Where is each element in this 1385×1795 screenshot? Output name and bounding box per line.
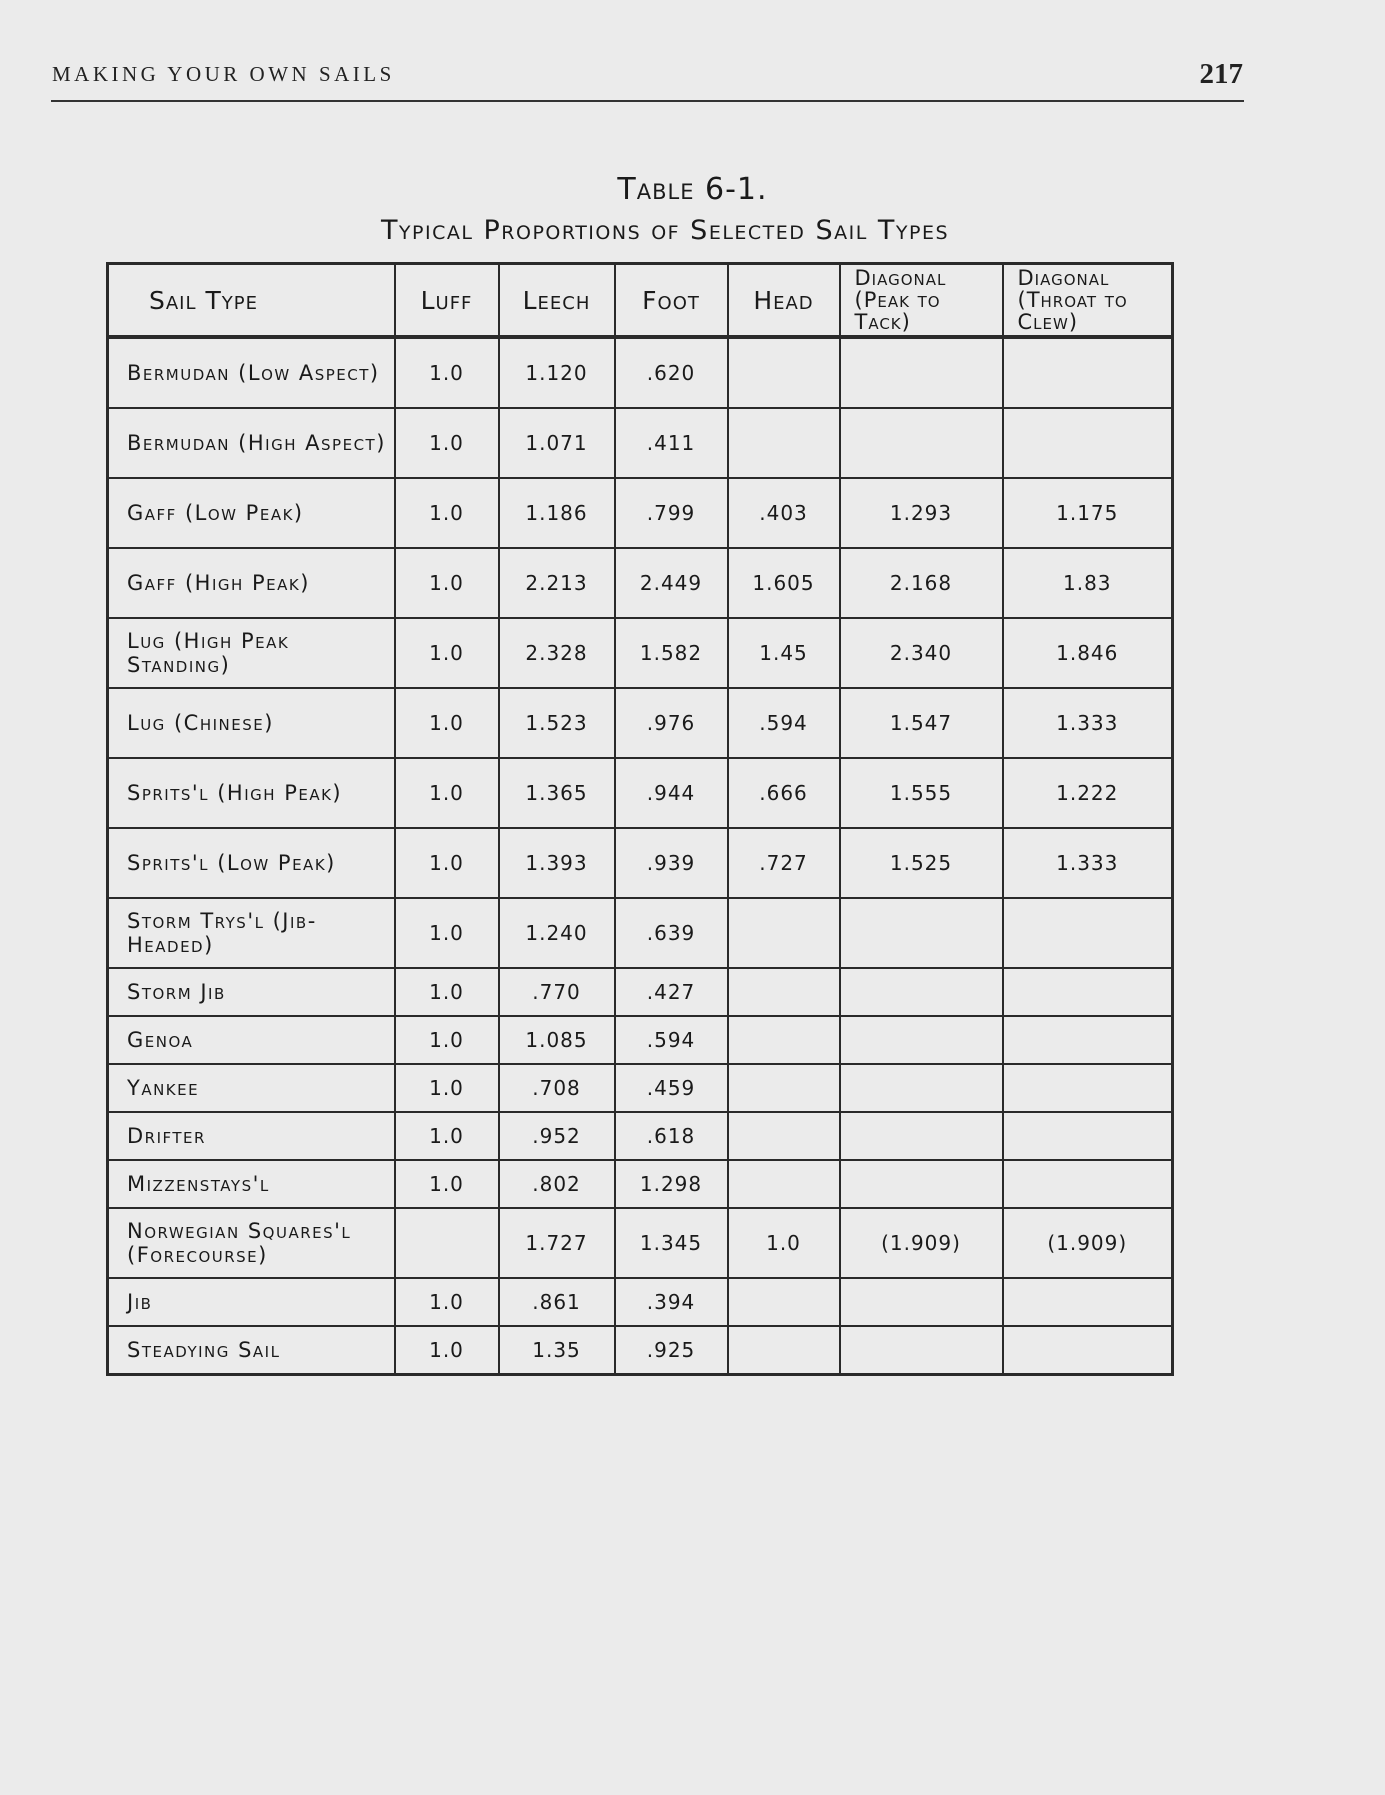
value-cell: (1.909) (1003, 1208, 1173, 1278)
sail-type-cell: Yankee (108, 1064, 395, 1112)
table-row (108, 828, 1173, 898)
table-title: Table 6-1. (617, 172, 768, 207)
value-cell: .403 (728, 478, 840, 548)
value-cell: 1.727 (499, 1208, 615, 1278)
value-cell (728, 1278, 840, 1326)
value-cell: 1.186 (499, 478, 615, 548)
value-cell: .727 (728, 828, 840, 898)
value-cell (728, 1112, 840, 1160)
column-header: Foot (615, 264, 728, 338)
sail-type-cell: Bermudan (High Aspect) (108, 408, 395, 478)
value-cell: 1.298 (615, 1160, 728, 1208)
value-cell (728, 1326, 840, 1375)
value-cell (840, 968, 1003, 1016)
value-cell (840, 408, 1003, 478)
value-cell (1003, 1064, 1173, 1112)
sail-type-cell: Gaff (High Peak) (108, 548, 395, 618)
table-row (108, 337, 1173, 408)
value-cell: 1.240 (499, 898, 615, 968)
table-row (108, 758, 1173, 828)
table-header-row (108, 264, 1173, 338)
value-cell: .925 (615, 1326, 728, 1375)
sail-type-cell: Sprits'l (Low Peak) (108, 828, 395, 898)
value-cell: 1.0 (395, 1016, 499, 1064)
page-number: 217 (1199, 58, 1243, 90)
value-cell: 1.846 (1003, 618, 1173, 688)
value-cell: 1.0 (395, 337, 499, 408)
column-header: Luff (395, 264, 499, 338)
value-cell (728, 1064, 840, 1112)
sail-type-cell: Sprits'l (High Peak) (108, 758, 395, 828)
sail-type-cell: Gaff (Low Peak) (108, 478, 395, 548)
value-cell (728, 898, 840, 968)
sail-type-cell: Norwegian Squares'l (Forecourse) (108, 1208, 395, 1278)
value-cell: 1.0 (395, 408, 499, 478)
value-cell: 1.120 (499, 337, 615, 408)
sail-type-cell: Storm Trys'l (Jib-Headed) (108, 898, 395, 968)
value-cell: .799 (615, 478, 728, 548)
value-cell: (1.909) (840, 1208, 1003, 1278)
value-cell: 1.0 (395, 968, 499, 1016)
value-cell: .594 (728, 688, 840, 758)
value-cell: 1.0 (395, 1064, 499, 1112)
value-cell (840, 1064, 1003, 1112)
value-cell (1003, 968, 1173, 1016)
value-cell (840, 1160, 1003, 1208)
value-cell: 1.605 (728, 548, 840, 618)
table-subtitle: Typical Proportions of Selected Sail Types (380, 215, 950, 246)
table-row (108, 408, 1173, 478)
value-cell (840, 1278, 1003, 1326)
value-cell: 1.582 (615, 618, 728, 688)
sail-type-cell: Genoa (108, 1016, 395, 1064)
table-row (108, 1160, 1173, 1208)
value-cell: 1.333 (1003, 828, 1173, 898)
value-cell: 1.0 (728, 1208, 840, 1278)
column-header: Head (728, 264, 840, 338)
value-cell (1003, 1016, 1173, 1064)
table-row (108, 688, 1173, 758)
value-cell: 1.45 (728, 618, 840, 688)
value-cell: .976 (615, 688, 728, 758)
table-row (108, 618, 1173, 688)
value-cell: .411 (615, 408, 728, 478)
column-header: Diagonal (Peak to Tack) (840, 264, 1003, 338)
value-cell: 2.213 (499, 548, 615, 618)
running-head: MAKING YOUR OWN SAILS (52, 62, 395, 86)
sail-type-cell: Storm Jib (108, 968, 395, 1016)
value-cell (728, 408, 840, 478)
value-cell: .939 (615, 828, 728, 898)
value-cell: .459 (615, 1064, 728, 1112)
value-cell: 1.83 (1003, 548, 1173, 618)
value-cell: .394 (615, 1278, 728, 1326)
column-header: Sail Type (108, 264, 395, 338)
value-cell: 1.0 (395, 898, 499, 968)
value-cell (1003, 337, 1173, 408)
value-cell: 1.0 (395, 478, 499, 548)
value-cell (840, 1326, 1003, 1375)
value-cell: 2.449 (615, 548, 728, 618)
sail-type-cell: Lug (High Peak Standing) (108, 618, 395, 688)
header-rule (51, 100, 1244, 102)
value-cell: .594 (615, 1016, 728, 1064)
value-cell: .944 (615, 758, 728, 828)
value-cell: 2.328 (499, 618, 615, 688)
value-cell: 1.0 (395, 758, 499, 828)
value-cell (840, 898, 1003, 968)
value-cell: 2.168 (840, 548, 1003, 618)
value-cell (1003, 1112, 1173, 1160)
value-cell: 1.333 (1003, 688, 1173, 758)
table-row (108, 1016, 1173, 1064)
value-cell: 1.555 (840, 758, 1003, 828)
value-cell: .620 (615, 337, 728, 408)
value-cell (840, 1016, 1003, 1064)
value-cell: 1.365 (499, 758, 615, 828)
value-cell (840, 337, 1003, 408)
value-cell (728, 1160, 840, 1208)
table-row (108, 1112, 1173, 1160)
value-cell (728, 1016, 840, 1064)
value-cell: 1.085 (499, 1016, 615, 1064)
value-cell: 2.340 (840, 618, 1003, 688)
table-row (108, 1064, 1173, 1112)
value-cell (395, 1208, 499, 1278)
value-cell: 1.0 (395, 1112, 499, 1160)
value-cell: 1.525 (840, 828, 1003, 898)
value-cell: 1.0 (395, 688, 499, 758)
value-cell: .427 (615, 968, 728, 1016)
sail-type-cell: Bermudan (Low Aspect) (108, 337, 395, 408)
value-cell: 1.0 (395, 1278, 499, 1326)
table-row (108, 1326, 1173, 1375)
column-header: Diagonal (Throat to Clew) (1003, 264, 1173, 338)
sail-type-cell: Lug (Chinese) (108, 688, 395, 758)
value-cell: 1.293 (840, 478, 1003, 548)
value-cell: .770 (499, 968, 615, 1016)
table-row (108, 478, 1173, 548)
sail-type-cell: Drifter (108, 1112, 395, 1160)
value-cell: .708 (499, 1064, 615, 1112)
value-cell: 1.35 (499, 1326, 615, 1375)
value-cell: 1.222 (1003, 758, 1173, 828)
sail-proportions-table (106, 262, 1174, 1376)
value-cell: .802 (499, 1160, 615, 1208)
value-cell: .952 (499, 1112, 615, 1160)
column-header: Leech (499, 264, 615, 338)
value-cell: .639 (615, 898, 728, 968)
value-cell (1003, 1160, 1173, 1208)
sail-type-cell: Mizzenstays'l (108, 1160, 395, 1208)
value-cell: 1.0 (395, 828, 499, 898)
value-cell (1003, 408, 1173, 478)
value-cell: 1.0 (395, 618, 499, 688)
value-cell: 1.0 (395, 1160, 499, 1208)
value-cell: 1.523 (499, 688, 615, 758)
table-row (108, 548, 1173, 618)
value-cell: .618 (615, 1112, 728, 1160)
value-cell (728, 337, 840, 408)
table-row (108, 1208, 1173, 1278)
sail-type-cell: Jib (108, 1278, 395, 1326)
value-cell (1003, 898, 1173, 968)
table-row (108, 898, 1173, 968)
sail-type-cell: Steadying Sail (108, 1326, 395, 1375)
value-cell: 1.0 (395, 1326, 499, 1375)
value-cell (1003, 1278, 1173, 1326)
value-cell: .861 (499, 1278, 615, 1326)
value-cell (1003, 1326, 1173, 1375)
value-cell: 1.0 (395, 548, 499, 618)
value-cell: 1.547 (840, 688, 1003, 758)
value-cell: 1.071 (499, 408, 615, 478)
value-cell: 1.175 (1003, 478, 1173, 548)
table-row (108, 968, 1173, 1016)
value-cell: 1.345 (615, 1208, 728, 1278)
value-cell: 1.393 (499, 828, 615, 898)
value-cell (728, 968, 840, 1016)
table-row (108, 1278, 1173, 1326)
value-cell (840, 1112, 1003, 1160)
value-cell: .666 (728, 758, 840, 828)
